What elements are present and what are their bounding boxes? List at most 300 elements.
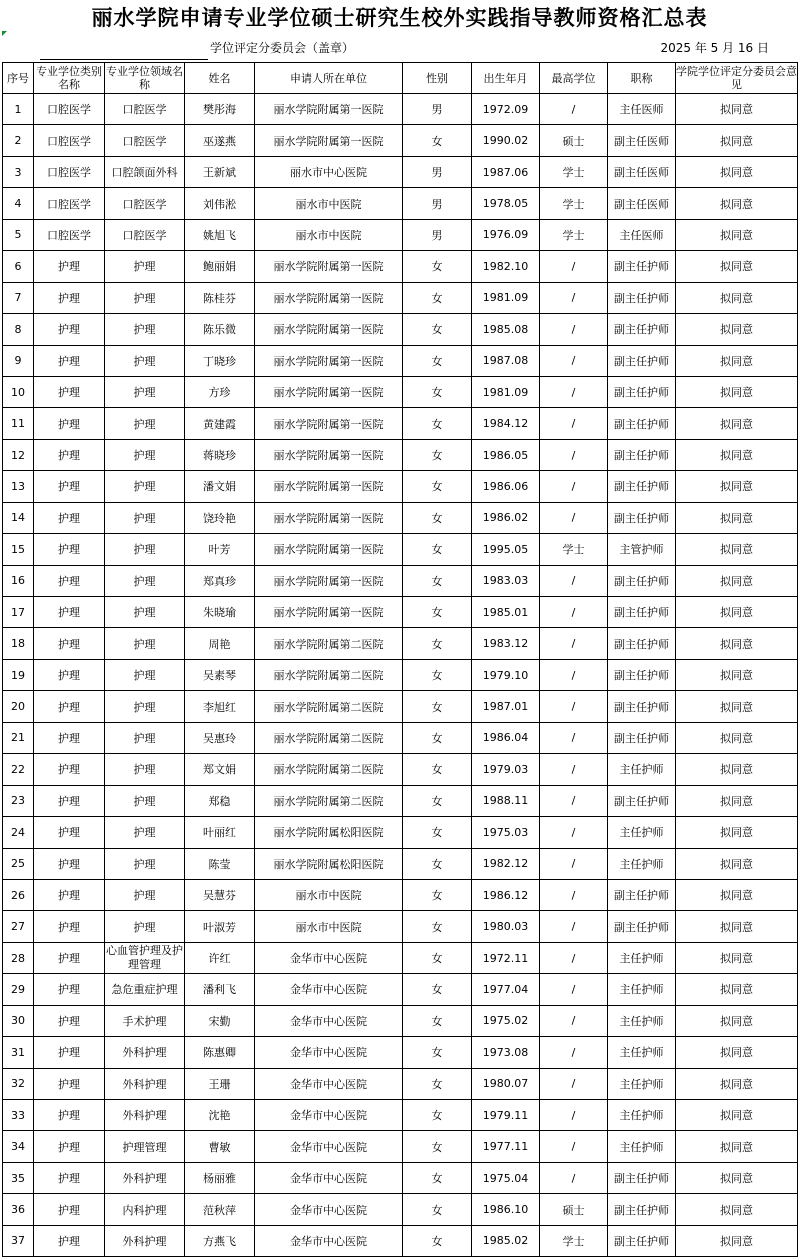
cell-unit: 金华市中心医院 — [255, 1194, 403, 1225]
cell-cat: 护理 — [34, 1225, 105, 1256]
cell-cat: 护理 — [34, 848, 105, 879]
cell-sex: 女 — [403, 754, 472, 785]
cell-unit: 丽水市中心医院 — [255, 156, 403, 187]
cell-birth: 1986.06 — [472, 471, 540, 502]
header-unit: 申请人所在单位 — [255, 63, 403, 94]
cell-degree: / — [540, 1037, 608, 1068]
cell-no: 5 — [3, 219, 34, 250]
header-sex: 性别 — [403, 63, 472, 94]
cell-unit: 丽水学院附属第一医院 — [255, 534, 403, 565]
cell-name: 吴惠玲 — [185, 722, 255, 753]
cell-opinion: 拟同意 — [676, 597, 798, 628]
cell-cat: 护理 — [34, 251, 105, 282]
cell-cat: 护理 — [34, 502, 105, 533]
cell-opinion: 拟同意 — [676, 565, 798, 596]
cell-title: 主任护师 — [608, 1068, 676, 1099]
cell-birth: 1979.11 — [472, 1100, 540, 1131]
cell-sex: 女 — [403, 1194, 472, 1225]
cell-sex: 女 — [403, 534, 472, 565]
cell-opinion: 拟同意 — [676, 1005, 798, 1036]
cell-cat: 护理 — [34, 471, 105, 502]
cell-degree: 学士 — [540, 156, 608, 187]
cell-title: 副主任护师 — [608, 785, 676, 816]
cell-opinion: 拟同意 — [676, 1162, 798, 1193]
cell-opinion: 拟同意 — [676, 1131, 798, 1162]
cell-title: 副主任护师 — [608, 439, 676, 470]
cell-cat: 护理 — [34, 1162, 105, 1193]
cell-field: 护理 — [105, 471, 185, 502]
cell-degree: 学士 — [540, 1225, 608, 1256]
cell-opinion: 拟同意 — [676, 1225, 798, 1256]
cell-field: 手术护理 — [105, 1005, 185, 1036]
cell-opinion: 拟同意 — [676, 754, 798, 785]
cell-sex: 女 — [403, 1037, 472, 1068]
cell-unit: 丽水学院附属第一医院 — [255, 408, 403, 439]
cell-sex: 女 — [403, 911, 472, 942]
cell-birth: 1987.06 — [472, 156, 540, 187]
cell-name: 陈乐微 — [185, 314, 255, 345]
cell-no: 17 — [3, 597, 34, 628]
table-row — [3, 1037, 798, 1068]
cell-sex: 女 — [403, 974, 472, 1005]
cell-name: 许红 — [185, 942, 255, 973]
cell-opinion: 拟同意 — [676, 1194, 798, 1225]
table-row — [3, 1068, 798, 1099]
cell-unit: 丽水学院附属第一医院 — [255, 94, 403, 125]
cell-title: 副主任护师 — [608, 314, 676, 345]
cell-field: 护理 — [105, 439, 185, 470]
cell-birth: 1995.05 — [472, 534, 540, 565]
cell-degree: / — [540, 754, 608, 785]
cell-cat: 护理 — [34, 911, 105, 942]
cell-name: 郑真珍 — [185, 565, 255, 596]
cell-opinion: 拟同意 — [676, 502, 798, 533]
cell-title: 副主任护师 — [608, 565, 676, 596]
cell-field: 口腔医学 — [105, 94, 185, 125]
table-row — [3, 188, 798, 219]
cell-degree: / — [540, 1005, 608, 1036]
header-category: 专业学位类别名称 — [34, 63, 105, 94]
cell-title: 副主任护师 — [608, 345, 676, 376]
cell-name: 陈惠卿 — [185, 1037, 255, 1068]
cell-sex: 女 — [403, 125, 472, 156]
cell-cat: 护理 — [34, 754, 105, 785]
cell-birth: 1985.01 — [472, 597, 540, 628]
cell-birth: 1977.11 — [472, 1131, 540, 1162]
cell-sex: 女 — [403, 1131, 472, 1162]
cell-no: 21 — [3, 722, 34, 753]
table-row — [3, 1131, 798, 1162]
cell-no: 35 — [3, 1162, 34, 1193]
cell-no: 27 — [3, 911, 34, 942]
cell-birth: 1979.10 — [472, 659, 540, 690]
cell-name: 鲍丽娟 — [185, 251, 255, 282]
cell-cat: 口腔医学 — [34, 219, 105, 250]
cell-title: 副主任护师 — [608, 691, 676, 722]
cell-opinion: 拟同意 — [676, 188, 798, 219]
table-row — [3, 691, 798, 722]
cell-field: 护理 — [105, 879, 185, 910]
cell-opinion: 拟同意 — [676, 1037, 798, 1068]
cell-no: 23 — [3, 785, 34, 816]
cell-field: 护理 — [105, 691, 185, 722]
cell-birth: 1986.04 — [472, 722, 540, 753]
header-degree: 最高学位 — [540, 63, 608, 94]
table-row — [3, 911, 798, 942]
table-row — [3, 471, 798, 502]
cell-no: 29 — [3, 974, 34, 1005]
cell-sex: 女 — [403, 314, 472, 345]
cell-birth: 1977.04 — [472, 974, 540, 1005]
cell-unit: 丽水学院附属第二医院 — [255, 628, 403, 659]
cell-name: 曹敏 — [185, 1131, 255, 1162]
cell-opinion: 拟同意 — [676, 251, 798, 282]
table-row — [3, 94, 798, 125]
cell-opinion: 拟同意 — [676, 94, 798, 125]
cell-cat: 护理 — [34, 785, 105, 816]
cell-unit: 丽水市中医院 — [255, 879, 403, 910]
cell-degree: 学士 — [540, 188, 608, 219]
cell-birth: 1982.12 — [472, 848, 540, 879]
cell-cat: 护理 — [34, 817, 105, 848]
cell-birth: 1980.03 — [472, 911, 540, 942]
table-row — [3, 1100, 798, 1131]
header-birth: 出生年月 — [472, 63, 540, 94]
cell-field: 外科护理 — [105, 1162, 185, 1193]
cell-no: 32 — [3, 1068, 34, 1099]
table-row — [3, 785, 798, 816]
cell-degree: / — [540, 1162, 608, 1193]
cell-birth: 1987.01 — [472, 691, 540, 722]
cell-name: 刘伟淞 — [185, 188, 255, 219]
cell-sex: 男 — [403, 156, 472, 187]
cell-opinion: 拟同意 — [676, 659, 798, 690]
cell-no: 18 — [3, 628, 34, 659]
committee-stamp-line — [40, 36, 400, 60]
cell-name: 潘利飞 — [185, 974, 255, 1005]
cell-degree: / — [540, 911, 608, 942]
cell-field: 护理管理 — [105, 1131, 185, 1162]
cell-title: 主任护师 — [608, 942, 676, 973]
cell-no: 37 — [3, 1225, 34, 1256]
cell-title: 副主任护师 — [608, 1162, 676, 1193]
cell-cat: 护理 — [34, 408, 105, 439]
cell-no: 7 — [3, 282, 34, 313]
table-row — [3, 376, 798, 407]
cell-field: 护理 — [105, 628, 185, 659]
cell-degree: 硕士 — [540, 1194, 608, 1225]
cell-title: 副主任护师 — [608, 597, 676, 628]
cell-cat: 护理 — [34, 1068, 105, 1099]
cell-degree: / — [540, 251, 608, 282]
cell-cat: 护理 — [34, 942, 105, 973]
table-row — [3, 974, 798, 1005]
cell-degree: / — [540, 1068, 608, 1099]
cell-no: 33 — [3, 1100, 34, 1131]
cell-no: 8 — [3, 314, 34, 345]
cell-name: 范秋萍 — [185, 1194, 255, 1225]
cell-name: 郑文娟 — [185, 754, 255, 785]
table-row — [3, 659, 798, 690]
cell-opinion: 拟同意 — [676, 471, 798, 502]
cell-unit: 丽水学院附属第一医院 — [255, 251, 403, 282]
cell-unit: 丽水学院附属第一医院 — [255, 439, 403, 470]
cell-name: 沈艳 — [185, 1100, 255, 1131]
cell-field: 急危重症护理 — [105, 974, 185, 1005]
cell-title: 副主任医师 — [608, 188, 676, 219]
cell-opinion: 拟同意 — [676, 1068, 798, 1099]
table-row — [3, 282, 798, 313]
cell-no: 2 — [3, 125, 34, 156]
cell-no: 24 — [3, 817, 34, 848]
cell-opinion: 拟同意 — [676, 376, 798, 407]
cell-unit: 金华市中心医院 — [255, 1225, 403, 1256]
cell-degree: / — [540, 817, 608, 848]
cell-no: 3 — [3, 156, 34, 187]
table-row — [3, 565, 798, 596]
cell-title: 副主任护师 — [608, 1225, 676, 1256]
cell-no: 34 — [3, 1131, 34, 1162]
cell-sex: 女 — [403, 785, 472, 816]
cell-opinion: 拟同意 — [676, 1100, 798, 1131]
cell-cat: 护理 — [34, 376, 105, 407]
cell-opinion: 拟同意 — [676, 219, 798, 250]
cell-opinion: 拟同意 — [676, 785, 798, 816]
cell-unit: 金华市中心医院 — [255, 1100, 403, 1131]
cell-unit: 金华市中心医院 — [255, 1037, 403, 1068]
cell-no: 15 — [3, 534, 34, 565]
cell-name: 蒋晓珍 — [185, 439, 255, 470]
cell-title: 副主任护师 — [608, 408, 676, 439]
cell-title: 副主任护师 — [608, 659, 676, 690]
cell-degree: / — [540, 848, 608, 879]
cell-field: 护理 — [105, 722, 185, 753]
cell-sex: 女 — [403, 817, 472, 848]
table-row — [3, 502, 798, 533]
cell-degree: / — [540, 879, 608, 910]
cell-sex: 女 — [403, 628, 472, 659]
cell-field: 护理 — [105, 534, 185, 565]
cell-opinion: 拟同意 — [676, 282, 798, 313]
table-row — [3, 1005, 798, 1036]
cell-field: 外科护理 — [105, 1100, 185, 1131]
cell-degree: / — [540, 691, 608, 722]
cell-sex: 女 — [403, 502, 472, 533]
cell-field: 护理 — [105, 251, 185, 282]
cell-unit: 丽水市中医院 — [255, 188, 403, 219]
cell-no: 6 — [3, 251, 34, 282]
cell-field: 护理 — [105, 848, 185, 879]
cell-field: 护理 — [105, 345, 185, 376]
cell-sex: 女 — [403, 879, 472, 910]
cell-cat: 口腔医学 — [34, 156, 105, 187]
cell-birth: 1975.04 — [472, 1162, 540, 1193]
cell-degree: / — [540, 439, 608, 470]
cell-degree: 学士 — [540, 219, 608, 250]
cell-degree: / — [540, 785, 608, 816]
cell-field: 护理 — [105, 597, 185, 628]
cell-opinion: 拟同意 — [676, 722, 798, 753]
cell-field: 内科护理 — [105, 1194, 185, 1225]
cell-degree: / — [540, 597, 608, 628]
cell-unit: 丽水学院附属第一医院 — [255, 376, 403, 407]
cell-cat: 护理 — [34, 439, 105, 470]
cell-title: 主管护师 — [608, 534, 676, 565]
cell-cat: 口腔医学 — [34, 188, 105, 219]
cell-no: 12 — [3, 439, 34, 470]
cell-sex: 女 — [403, 376, 472, 407]
cell-title: 主任医师 — [608, 219, 676, 250]
cell-name: 李旭红 — [185, 691, 255, 722]
cell-unit: 丽水学院附属松阳医院 — [255, 817, 403, 848]
cell-unit: 丽水学院附属第二医院 — [255, 659, 403, 690]
cell-unit: 丽水学院附属第一医院 — [255, 345, 403, 376]
cell-field: 护理 — [105, 565, 185, 596]
summary-table — [2, 62, 798, 1257]
cell-field: 外科护理 — [105, 1037, 185, 1068]
cell-no: 14 — [3, 502, 34, 533]
cell-name: 王珊 — [185, 1068, 255, 1099]
cell-birth: 1985.08 — [472, 314, 540, 345]
cell-field: 护理 — [105, 659, 185, 690]
cell-title: 主任护师 — [608, 848, 676, 879]
cell-name: 吴慧芬 — [185, 879, 255, 910]
cell-degree: / — [540, 282, 608, 313]
cell-opinion: 拟同意 — [676, 848, 798, 879]
table-row — [3, 408, 798, 439]
cell-degree: / — [540, 94, 608, 125]
cell-cat: 护理 — [34, 282, 105, 313]
table-row — [3, 251, 798, 282]
cell-opinion: 拟同意 — [676, 628, 798, 659]
cell-name: 方燕飞 — [185, 1225, 255, 1256]
cell-no: 28 — [3, 942, 34, 973]
cell-birth: 1986.05 — [472, 439, 540, 470]
cell-birth: 1976.09 — [472, 219, 540, 250]
cell-title: 副主任护师 — [608, 471, 676, 502]
table-row — [3, 125, 798, 156]
cell-sex: 女 — [403, 1162, 472, 1193]
cell-sex: 女 — [403, 1068, 472, 1099]
cell-sex: 男 — [403, 94, 472, 125]
cell-opinion: 拟同意 — [676, 942, 798, 973]
cell-cat: 口腔医学 — [34, 94, 105, 125]
cell-birth: 1973.08 — [472, 1037, 540, 1068]
cell-sex: 女 — [403, 251, 472, 282]
cell-title: 副主任护师 — [608, 722, 676, 753]
cell-title: 主任护师 — [608, 1005, 676, 1036]
cell-unit: 丽水学院附属松阳医院 — [255, 848, 403, 879]
cell-unit: 丽水学院附属第一医院 — [255, 314, 403, 345]
cell-name: 王新斌 — [185, 156, 255, 187]
cell-field: 口腔医学 — [105, 219, 185, 250]
cell-field: 护理 — [105, 754, 185, 785]
cell-sex: 女 — [403, 848, 472, 879]
cell-degree: / — [540, 408, 608, 439]
cell-unit: 丽水学院附属第二医院 — [255, 691, 403, 722]
cell-field: 护理 — [105, 314, 185, 345]
cell-name: 陈莹 — [185, 848, 255, 879]
cell-name: 叶芳 — [185, 534, 255, 565]
cell-field: 护理 — [105, 282, 185, 313]
cell-cat: 护理 — [34, 534, 105, 565]
cell-name: 吴素琴 — [185, 659, 255, 690]
cell-title: 副主任医师 — [608, 156, 676, 187]
header-name: 姓名 — [185, 63, 255, 94]
table-row — [3, 597, 798, 628]
cell-no: 16 — [3, 565, 34, 596]
cell-field: 外科护理 — [105, 1225, 185, 1256]
cell-unit: 丽水学院附属第一医院 — [255, 597, 403, 628]
cell-title: 副主任护师 — [608, 376, 676, 407]
cell-name: 樊彤海 — [185, 94, 255, 125]
table-row — [3, 345, 798, 376]
cell-unit: 丽水学院附属第一医院 — [255, 282, 403, 313]
cell-degree: 硕士 — [540, 125, 608, 156]
cell-sex: 女 — [403, 1225, 472, 1256]
cell-degree: / — [540, 722, 608, 753]
cell-sex: 女 — [403, 691, 472, 722]
cell-name: 姚旭飞 — [185, 219, 255, 250]
cell-field: 护理 — [105, 408, 185, 439]
cell-sex: 女 — [403, 942, 472, 973]
cell-cat: 护理 — [34, 1037, 105, 1068]
cell-name: 杨丽雅 — [185, 1162, 255, 1193]
cell-birth: 1983.12 — [472, 628, 540, 659]
header-field: 专业学位领域名称 — [105, 63, 185, 94]
table-row — [3, 879, 798, 910]
cell-no: 26 — [3, 879, 34, 910]
cell-name: 陈桂芬 — [185, 282, 255, 313]
header-opinion: 学院学位评定分委员会意见 — [676, 63, 798, 94]
cell-degree: / — [540, 1100, 608, 1131]
cell-sex: 女 — [403, 282, 472, 313]
committee-label: 学位评定分委员会（盖章） — [210, 41, 355, 55]
cell-cat: 护理 — [34, 1100, 105, 1131]
table-row — [3, 314, 798, 345]
cell-sex: 女 — [403, 408, 472, 439]
cell-cat: 护理 — [34, 628, 105, 659]
cell-no: 10 — [3, 376, 34, 407]
document-date: 2025 年 5 月 16 日 — [660, 41, 769, 55]
cell-cat: 口腔医学 — [34, 125, 105, 156]
cell-birth: 1975.02 — [472, 1005, 540, 1036]
cell-name: 叶淑芳 — [185, 911, 255, 942]
cell-degree: / — [540, 502, 608, 533]
cell-birth: 1979.03 — [472, 754, 540, 785]
cell-unit: 丽水学院附属第一医院 — [255, 471, 403, 502]
cell-title: 副主任护师 — [608, 502, 676, 533]
cell-unit: 丽水学院附属第二医院 — [255, 754, 403, 785]
cell-unit: 金华市中心医院 — [255, 1005, 403, 1036]
cell-field: 护理 — [105, 785, 185, 816]
cell-cat: 护理 — [34, 879, 105, 910]
cell-no: 22 — [3, 754, 34, 785]
cell-field: 口腔医学 — [105, 125, 185, 156]
cell-no: 1 — [3, 94, 34, 125]
table-row — [3, 219, 798, 250]
cell-birth: 1975.03 — [472, 817, 540, 848]
table-header-row — [3, 63, 798, 94]
cell-birth: 1978.05 — [472, 188, 540, 219]
table-row — [3, 817, 798, 848]
cell-cat: 护理 — [34, 974, 105, 1005]
cell-no: 11 — [3, 408, 34, 439]
cell-marker — [2, 31, 7, 36]
cell-unit: 丽水学院附属第二医院 — [255, 722, 403, 753]
cell-sex: 女 — [403, 565, 472, 596]
cell-opinion: 拟同意 — [676, 156, 798, 187]
